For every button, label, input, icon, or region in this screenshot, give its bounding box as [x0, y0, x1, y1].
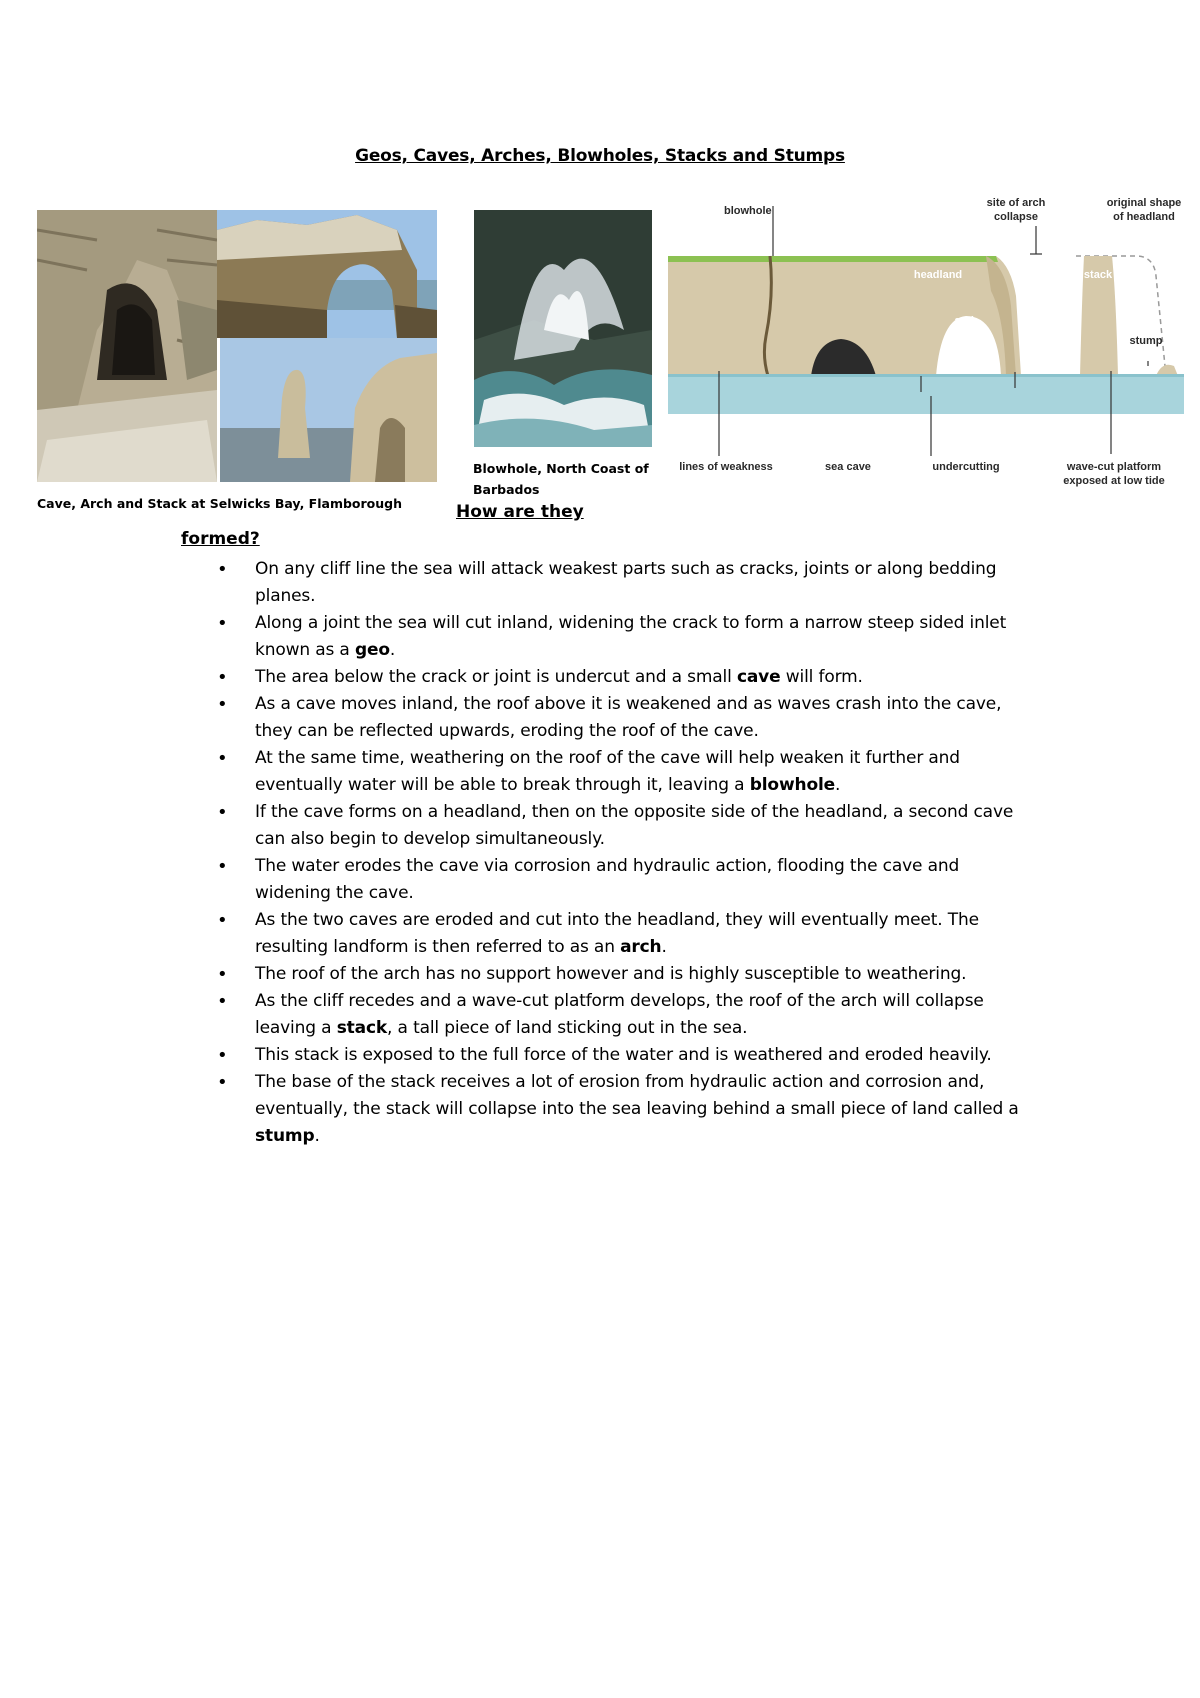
- label-wave-cut-platform-2: exposed at low tide: [1063, 475, 1165, 487]
- label-site-of-arch-2: collapse: [993, 211, 1039, 223]
- label-stump: stump: [1129, 335, 1163, 347]
- list-item: • As the two caves are eroded and cut into the headland, they will eventually meet. The resulting landform is then referred to as an arch.: [0, 907, 1035, 961]
- coastal-landforms-diagram: [666, 196, 1186, 491]
- list-item: • On any cliff line the sea will attack weakest parts such as cracks, joints or along bedding planes.: [0, 556, 1035, 610]
- blowhole-caption-line1: Blowhole, North Coast of: [473, 461, 649, 476]
- selwicks-caption: Cave, Arch and Stack at Selwicks Bay, Flamborough: [37, 496, 403, 511]
- list-item: • The base of the stack receives a lot of erosion from hydraulic action and corrosion and, eventually, the stack will collapse into the sea leaving behind a small piece of land called a stump.: [0, 1069, 1035, 1150]
- label-arch: arch: [954, 315, 978, 327]
- list-item: • The area below the crack or joint is undercut and a small cave will form.: [0, 664, 1035, 691]
- label-undercutting: undercutting: [932, 461, 1000, 473]
- list-item: • If the cave forms on a headland, then on the opposite side of the headland, a second cave can also begin to develop simultaneously.: [0, 799, 1035, 853]
- list-item: • Along a joint the sea will cut inland, widening the crack to form a narrow steep sided inlet known as a geo.: [0, 610, 1035, 664]
- label-original-shape-1: original shape: [1106, 197, 1182, 209]
- label-lines-of-weakness: lines of weakness: [679, 461, 773, 473]
- blowhole-caption-line2: Barbados: [473, 482, 540, 497]
- blowhole-photo: [474, 210, 652, 447]
- list-item: • As a cave moves inland, the roof above it is weakened and as waves crash into the cave, they can be reflected upwards, eroding the roof of the cave.: [0, 691, 1035, 745]
- label-wave-cut-platform-1: wave-cut platform: [1066, 461, 1162, 473]
- list-item: • This stack is exposed to the full force of the water and is weathered and eroded heavily.: [0, 1042, 1035, 1069]
- label-site-of-arch-1: site of arch: [986, 197, 1046, 209]
- list-item: • The water erodes the cave via corrosion and hydraulic action, flooding the cave and widening the cave.: [0, 853, 1035, 907]
- list-item: • As the cliff recedes and a wave-cut platform develops, the roof of the arch will collapse leaving a stack, a tall piece of land sticking out in the sea.: [0, 988, 1035, 1042]
- list-item: • The roof of the arch has no support however and is highly susceptible to weathering.: [0, 961, 1035, 988]
- label-sea-cave: sea cave: [825, 461, 871, 473]
- cave-photo: [37, 210, 217, 482]
- section-heading-line1: How are they: [456, 502, 584, 522]
- list-item: • At the same time, weathering on the roof of the cave will help weaken it further and eventually water will be able to break through it, leaving a blowhole.: [0, 745, 1035, 799]
- label-headland: headland: [913, 269, 963, 281]
- section-heading-line2: formed?: [181, 529, 260, 549]
- label-blowhole: blowhole: [724, 205, 772, 217]
- label-stack: stack: [1083, 269, 1113, 281]
- formation-steps-list: [0, 556, 1035, 1150]
- label-original-shape-2: of headland: [1113, 211, 1175, 223]
- blowhole-caption: [473, 458, 649, 500]
- arch-photo: [217, 210, 437, 338]
- page-title: Geos, Caves, Arches, Blowholes, Stacks and Stumps: [355, 146, 845, 166]
- stack-photo: [220, 338, 437, 482]
